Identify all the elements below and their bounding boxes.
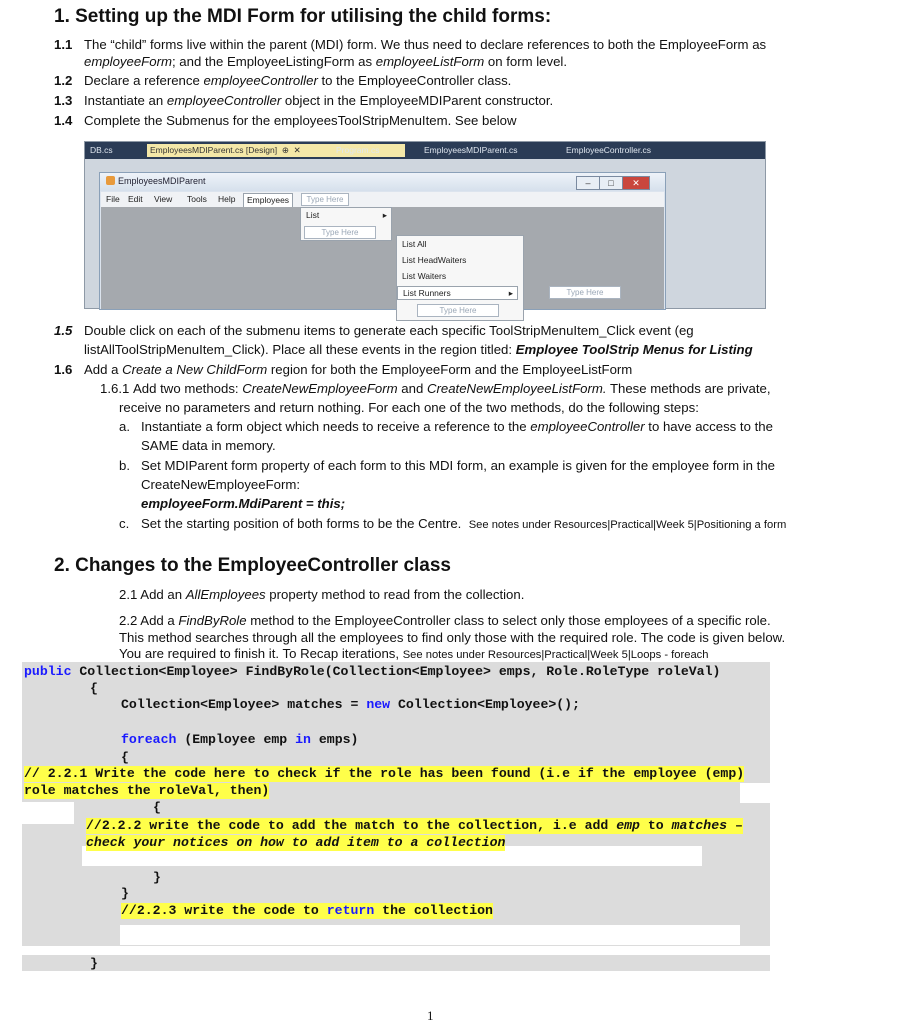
menu-employees[interactable]: Employees bbox=[243, 193, 293, 208]
ref-employee-controller: employeeController bbox=[166, 93, 282, 108]
menu-item-list[interactable] bbox=[301, 209, 391, 221]
list-type-here[interactable]: Type Here bbox=[417, 304, 499, 317]
code-brace: { bbox=[121, 750, 129, 765]
region-create-child: Create a New ChildForm bbox=[122, 362, 268, 377]
ref-employee-form: employeeForm bbox=[84, 54, 172, 69]
tab-program-cs[interactable]: Program.cs bbox=[336, 145, 380, 155]
page-number: 1 bbox=[427, 1008, 434, 1023]
code-comment-2-2-1: // 2.2.1 Write the code here to check if the role has been found (i.e if the employee (emp) bbox=[24, 766, 745, 781]
menu-tools[interactable]: Tools bbox=[187, 194, 207, 204]
item-1-6-1-line2: receive no parameters and return nothing. For each one of the two methods, do the following steps: bbox=[119, 400, 699, 415]
code-keyword: new bbox=[366, 697, 391, 712]
minimize-icon[interactable]: – bbox=[576, 176, 600, 190]
code-comment-2-2-2 bbox=[86, 818, 743, 834]
property-name: AllEmployees bbox=[185, 587, 266, 602]
menu-help[interactable]: Help bbox=[218, 194, 236, 204]
item-1-2-text bbox=[84, 73, 511, 89]
resource-note: See notes under Resources|Practical|Week 5|Loops - foreach bbox=[402, 649, 709, 661]
code-brace: } bbox=[90, 956, 98, 971]
text-fragment: These methods are private, bbox=[606, 381, 771, 396]
menu-view[interactable]: View bbox=[154, 194, 173, 204]
designer-screenshot bbox=[84, 141, 766, 315]
code-brace: } bbox=[121, 886, 129, 901]
close-window-icon[interactable]: ✕ bbox=[622, 176, 650, 190]
text-fragment: listAllToolStripMenuItem_Click). Place all these events in the region titled: bbox=[84, 342, 516, 357]
editor-tab-bar bbox=[85, 142, 765, 159]
section-2-heading: 2. Changes to the EmployeeController class bbox=[54, 555, 451, 576]
code-text: the collection bbox=[374, 903, 493, 918]
step-letter: b. bbox=[119, 458, 130, 473]
item-1-6-text bbox=[84, 362, 632, 378]
ref-employee-controller: employeeController bbox=[530, 419, 645, 434]
item-number: 1.5 bbox=[54, 323, 73, 338]
employees-dropdown bbox=[300, 207, 392, 241]
step-a-line1 bbox=[141, 419, 773, 435]
menu-type-here[interactable]: Type Here bbox=[301, 193, 349, 206]
text-fragment: ; and the EmployeeListingForm as bbox=[171, 54, 376, 69]
code-text: – bbox=[727, 818, 743, 833]
text-fragment: region for both the EmployeeForm and the EmployeeListForm bbox=[267, 362, 633, 377]
code-brace: { bbox=[153, 800, 161, 815]
section-1-heading: 1. Setting up the MDI Form for utilising the child forms: bbox=[54, 6, 552, 27]
text-fragment: to have access to the bbox=[644, 419, 773, 434]
text-fragment: object in the EmployeeMDIParent constructor. bbox=[281, 93, 554, 108]
item-1-1-line2 bbox=[84, 54, 567, 70]
form-title-bar bbox=[100, 173, 665, 191]
submenu-arrow-icon: ▸ bbox=[508, 288, 513, 298]
code-background-closing bbox=[22, 955, 770, 971]
form-icon bbox=[106, 176, 115, 185]
list-submenu bbox=[396, 235, 524, 321]
text-fragment: 2.1 Add an bbox=[119, 587, 186, 602]
code-comment-2-2-3 bbox=[121, 903, 493, 919]
mdi-form[interactable] bbox=[99, 172, 666, 315]
menu-file[interactable]: File bbox=[106, 194, 120, 204]
code-keyword: public bbox=[24, 664, 72, 679]
step-b-line2: CreateNewEmployeeForm: bbox=[141, 477, 301, 492]
code-text: to bbox=[639, 818, 672, 833]
code-keyword: foreach bbox=[121, 732, 177, 747]
answer-box-2-2-3[interactable] bbox=[120, 925, 740, 945]
employees-type-here[interactable]: Type Here bbox=[304, 226, 376, 239]
code-matches-decl bbox=[121, 697, 580, 713]
step-c-text bbox=[141, 516, 786, 533]
code-brace: } bbox=[153, 870, 161, 885]
resource-note: See notes under Resources|Practical|Week 5|Positioning a form bbox=[468, 519, 787, 531]
code-signature bbox=[24, 664, 720, 680]
text-fragment: Set the starting position of both forms to be the Centre. bbox=[141, 516, 462, 531]
submenu-arrow-icon: ▸ bbox=[382, 210, 387, 220]
code-comment-2-2-1-cont: role matches the roleVal, then) bbox=[24, 783, 270, 798]
step-b-line1: Set MDIParent form property of each form to this MDI form, an example is given for the employee form in the bbox=[141, 458, 775, 473]
tab-employee-controller-cs[interactable]: EmployeeController.cs bbox=[566, 145, 652, 155]
code-text: //2.2.2 write the code to add the match to the collection, i.e add bbox=[86, 818, 617, 833]
code-text: emps) bbox=[310, 732, 359, 747]
menu-item-label: List Runners bbox=[403, 288, 451, 298]
code-text: Collection<Employee> matches = bbox=[121, 697, 367, 712]
menu-item-label: List bbox=[306, 210, 320, 220]
text-fragment: Instantiate an bbox=[84, 93, 167, 108]
item-1-1-line1: The “child” forms live within the parent (MDI) form. We thus need to declare references to both the EmployeeForm as bbox=[84, 37, 767, 52]
code-text: Collection<Employee>(); bbox=[390, 697, 581, 712]
design-surface bbox=[85, 159, 765, 315]
code-brace: { bbox=[90, 681, 98, 696]
item-number: 1.3 bbox=[54, 93, 73, 108]
menu-bar bbox=[101, 192, 664, 207]
item-1-3-text bbox=[84, 93, 553, 109]
item-number: 1.2 bbox=[54, 73, 73, 88]
text-fragment: Add a bbox=[84, 362, 123, 377]
item-number: 1.6.1 bbox=[100, 381, 130, 396]
code-text: Collection<Employee> FindByRole(Collection<Employee> emps, Role.RoleType roleVal) bbox=[71, 664, 721, 679]
text-fragment: and bbox=[397, 381, 427, 396]
method-name: CreateNewEmployeeForm bbox=[242, 381, 398, 396]
code-keyword: return bbox=[326, 903, 375, 918]
menu-item-list-headwaiters[interactable]: List HeadWaiters bbox=[402, 255, 467, 265]
item-1-5-line2 bbox=[84, 342, 753, 358]
item-2-2-line2: This method searches through all the employees to find only those with the required role. The code is given below. bbox=[119, 630, 786, 645]
tab-db-cs[interactable]: DB.cs bbox=[90, 145, 113, 155]
item-number: 1.4 bbox=[54, 113, 73, 128]
menu-item-list-all[interactable]: List All bbox=[402, 239, 427, 249]
text-fragment: property method to read from the collection. bbox=[265, 587, 525, 602]
code-var: emp bbox=[616, 818, 640, 833]
tab-mdi-parent-cs[interactable]: EmployeesMDIParent.cs bbox=[424, 145, 518, 155]
item-number: 1.6 bbox=[54, 362, 73, 377]
ref-employee-list-form: employeeListForm bbox=[375, 54, 485, 69]
code-keyword: in bbox=[295, 732, 311, 747]
step-letter: a. bbox=[119, 419, 130, 434]
item-number: 1.1 bbox=[54, 37, 73, 52]
code-text: //2.2.3 write the code to bbox=[121, 903, 327, 918]
step-letter: c. bbox=[119, 516, 130, 531]
step-b-code-example: employeeForm.MdiParent = this; bbox=[141, 496, 346, 511]
answer-box-line[interactable] bbox=[740, 783, 770, 803]
text-fragment: Add two methods: bbox=[133, 381, 243, 396]
maximize-icon[interactable]: □ bbox=[599, 176, 623, 190]
step-a-line2: SAME data in memory. bbox=[141, 438, 276, 453]
item-1-5-line1: Double click on each of the submenu items to generate each specific ToolStripMenuItem_Click event (eg bbox=[84, 323, 694, 338]
form-title: EmployeesMDIParent bbox=[118, 176, 206, 186]
item-1-6-1-line1 bbox=[100, 381, 771, 397]
runners-type-here[interactable]: Type Here bbox=[549, 286, 621, 299]
text-fragment: Instantiate a form object which needs to receive a reference to the bbox=[141, 419, 531, 434]
code-var: matches bbox=[671, 818, 728, 833]
item-2-2-line3 bbox=[119, 646, 709, 663]
text-fragment: 2.2 Add a bbox=[119, 613, 179, 628]
text-fragment: You are required to finish it. To Recap iterations, bbox=[119, 646, 400, 661]
method-name: CreateNewEmployeeListForm. bbox=[426, 381, 607, 396]
code-comment-2-2-2-cont: check your notices on how to add item to a collection bbox=[86, 835, 506, 850]
text-fragment: on form level. bbox=[484, 54, 568, 69]
item-1-4-text: Complete the Submenus for the employeesToolStripMenuItem. See below bbox=[84, 113, 517, 128]
text-fragment: to the EmployeeController class. bbox=[317, 73, 512, 88]
text-fragment: method to the EmployeeController class to select only those employees of a specific role. bbox=[246, 613, 771, 628]
answer-box-2-2-1[interactable] bbox=[22, 802, 74, 824]
menu-item-list-waiters[interactable]: List Waiters bbox=[402, 271, 447, 281]
close-icon[interactable]: ✕ bbox=[293, 145, 301, 155]
code-foreach bbox=[121, 732, 358, 748]
region-name: Employee ToolStrip Menus for Listing bbox=[515, 342, 753, 357]
menu-edit[interactable]: Edit bbox=[128, 194, 143, 204]
item-2-1-text bbox=[119, 587, 524, 603]
menu-item-list-runners[interactable] bbox=[397, 286, 518, 300]
tab-label: EmployeesMDIParent.cs [Design] bbox=[150, 145, 278, 155]
code-text: (Employee emp bbox=[176, 732, 296, 747]
item-2-2-line1 bbox=[119, 613, 771, 629]
method-name: FindByRole bbox=[178, 613, 247, 628]
pin-icon[interactable]: ⊕ bbox=[281, 145, 289, 155]
ref-employee-controller: employeeController bbox=[203, 73, 318, 88]
text-fragment: Declare a reference bbox=[84, 73, 204, 88]
